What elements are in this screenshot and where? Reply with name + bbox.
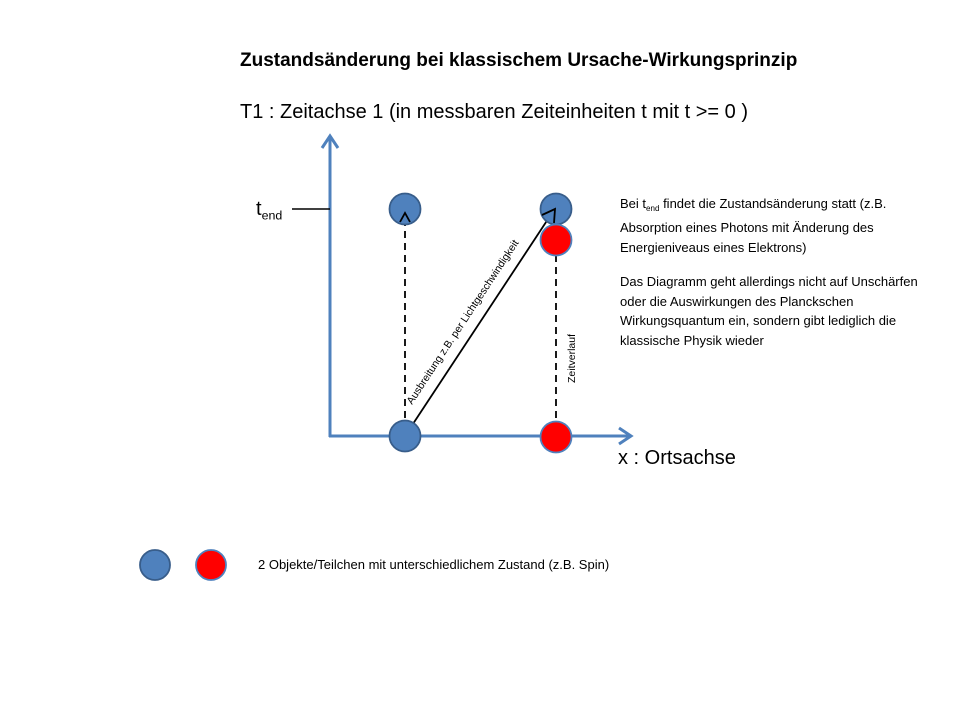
note-classical-physics: Das Diagramm geht allerdings nicht auf Unschärfen oder die Auswirkungen des Planckschen Wirkungsquantum ein, sondern gibt lediglich die klassische Physik wieder: [620, 274, 918, 348]
signal-arrow: [405, 210, 554, 436]
note-state-change: [620, 194, 920, 257]
blue-particle-tend: [390, 194, 421, 225]
x-axis-label: x : Ortsachse: [618, 447, 736, 469]
note1-sub: end: [646, 203, 660, 213]
diagonal-label: Ausbreitung z.B. per Lichtgeschwindigkeit: [404, 237, 522, 407]
red-particle-right-tend: [541, 225, 572, 256]
diagram-title: Zustandsänderung bei klassischem Ursache-Wirkungsprinzip: [240, 50, 798, 71]
note1-prefix: Bei t: [620, 196, 647, 211]
vertical-label: Zeitverlauf: [566, 333, 578, 383]
note1-rest: findet die Zustandsänderung statt (z.B. Absorption eines Photons mit Änderung des Energieniveaus eines Elektrons): [620, 196, 887, 255]
legend-blue-particle: [140, 550, 170, 580]
tend-label: [256, 198, 282, 222]
tend-label-sub: end: [261, 208, 283, 223]
red-particle-origin: [541, 422, 572, 453]
legend-red-particle: [196, 550, 226, 580]
blue-particle-right-tend: [541, 194, 572, 225]
tend-label-main: t: [256, 198, 262, 220]
legend-text: 2 Objekte/Teilchen mit unterschiedlichem Zustand (z.B. Spin): [258, 557, 610, 572]
y-axis-label: T1 : Zeitachse 1 (in messbaren Zeiteinheiten t mit t >= 0 ): [240, 101, 749, 123]
blue-particle-origin: [390, 421, 421, 452]
